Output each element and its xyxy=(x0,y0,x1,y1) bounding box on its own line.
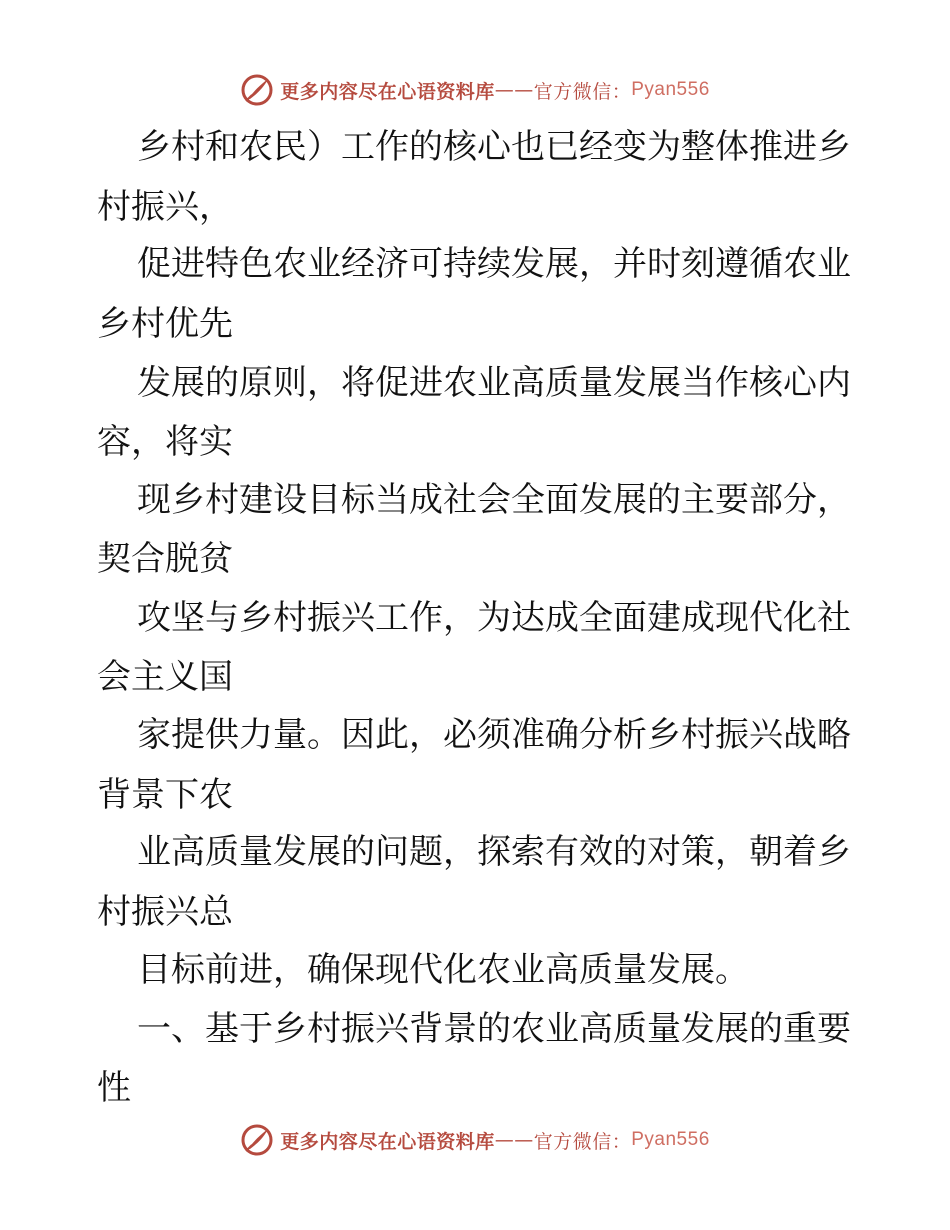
paragraph-line: 村振兴， xyxy=(97,187,233,227)
paragraph-line: 促进特色农业经济可持续发展，并时刻遵循农业 xyxy=(137,244,851,284)
watermark-wechat-label: 官方微信： xyxy=(533,80,632,103)
paragraph-line: 村振兴总 xyxy=(97,892,233,932)
section-heading: 一、基于乡村振兴背景的农业高质量发展的重要 xyxy=(137,1009,851,1049)
watermark-wechat-id: Pyan556 xyxy=(631,79,710,100)
footer-watermark xyxy=(0,1120,950,1160)
paragraph-line: 业高质量发展的问题，探索有效的对策，朝着乡 xyxy=(137,832,851,872)
watermark-separator: —— xyxy=(494,79,534,101)
watermark-separator: —— xyxy=(494,1129,534,1151)
section-heading-cont: 性 xyxy=(97,1068,131,1108)
quill-logo-icon xyxy=(240,1123,274,1157)
paragraph-line: 背景下农 xyxy=(97,775,233,815)
paragraph-line: 乡村和农民）工作的核心也已经变为整体推进乡 xyxy=(137,127,851,167)
paragraph-line: 乡村优先 xyxy=(97,304,233,344)
paragraph-line: 家提供力量。因此，必须准确分析乡村振兴战略 xyxy=(137,715,851,755)
watermark-wechat-id: Pyan556 xyxy=(631,1129,710,1150)
watermark-site-text: 更多内容尽在心语资料库 xyxy=(280,1130,495,1153)
watermark-wechat-label: 官方微信： xyxy=(533,1130,632,1153)
paragraph-line: 容，将实 xyxy=(97,422,233,462)
paragraph-line: 现乡村建设目标当成社会全面发展的主要部分， xyxy=(137,480,851,520)
quill-logo-icon xyxy=(240,73,274,107)
paragraph-line: 发展的原则，将促进农业高质量发展当作核心内 xyxy=(137,363,851,403)
paragraph-line: 攻坚与乡村振兴工作，为达成全面建成现代化社 xyxy=(137,598,851,638)
watermark-site-text: 更多内容尽在心语资料库 xyxy=(280,80,495,103)
paragraph-line: 契合脱贫 xyxy=(97,539,233,579)
paragraph-line: 会主义国 xyxy=(97,657,233,697)
header-watermark xyxy=(0,70,950,110)
paragraph-line: 目标前进，确保现代化农业高质量发展。 xyxy=(137,950,749,990)
